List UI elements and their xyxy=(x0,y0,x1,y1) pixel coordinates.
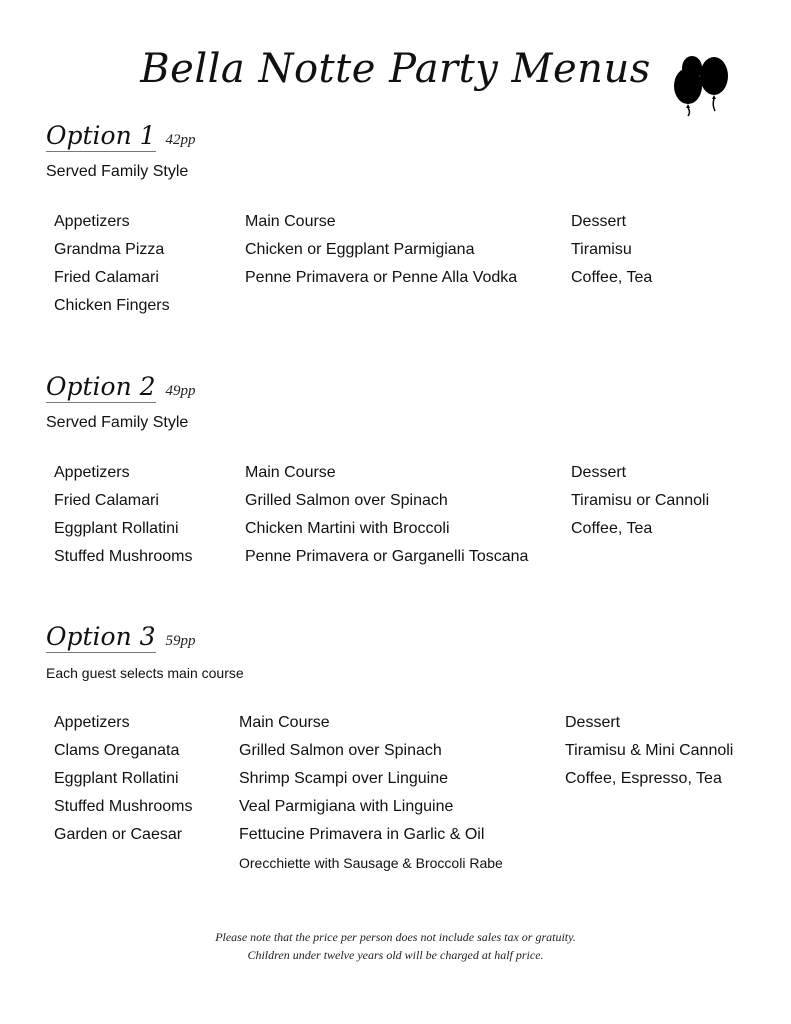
option-price: 59pp xyxy=(165,633,196,649)
option-title: Option 3 xyxy=(46,622,156,651)
menu-item: Grandma Pizza xyxy=(54,241,165,258)
menu-item: Tiramisu xyxy=(571,241,632,258)
column-heading: Dessert xyxy=(571,464,627,481)
menu-item: Shrimp Scampi over Linguine xyxy=(239,770,448,787)
menu-item: Grilled Salmon over Spinach xyxy=(245,492,448,509)
footnote-children: Children under twelve years old will be charged at half price. xyxy=(247,948,544,962)
menu-columns xyxy=(46,459,766,599)
menu-columns xyxy=(46,709,766,879)
option-1 xyxy=(46,122,766,348)
column-heading: Main Course xyxy=(239,714,330,731)
main-course-column xyxy=(239,709,503,877)
balloons-icon xyxy=(668,52,736,122)
menu-item: Fettucine Primavera in Garlic & Oil xyxy=(239,826,485,843)
option-title: Option 1 xyxy=(46,121,156,150)
option-price: 49pp xyxy=(165,383,196,399)
menu-item: Penne Primavera or Penne Alla Vodka xyxy=(245,269,518,286)
menu-item: Fried Calamari xyxy=(54,492,159,509)
option-2 xyxy=(46,373,766,599)
menu-item: Coffee, Espresso, Tea xyxy=(565,770,722,787)
appetizers-column xyxy=(54,709,192,849)
option-subtitle: Served Family Style xyxy=(46,414,189,431)
column-heading: Appetizers xyxy=(54,464,130,481)
option-3 xyxy=(46,623,766,879)
footnote-tax: Please note that the price per person does not include sales tax or gratuity. xyxy=(215,930,576,944)
menu-item: Orecchiette with Sausage & Broccoli Rabe xyxy=(239,855,503,871)
menu-item: Clams Oreganata xyxy=(54,742,180,759)
menu-columns xyxy=(46,208,766,348)
menu-item: Stuffed Mushrooms xyxy=(54,548,193,565)
menu-item: Eggplant Rollatini xyxy=(54,520,179,537)
menu-item: Fried Calamari xyxy=(54,269,159,286)
column-heading: Dessert xyxy=(565,714,621,731)
menu-item: Stuffed Mushrooms xyxy=(54,798,193,815)
menu-item: Eggplant Rollatini xyxy=(54,770,179,787)
dessert-column xyxy=(571,208,652,292)
page-title: Bella Notte Party Menus xyxy=(140,46,651,92)
menu-item: Coffee, Tea xyxy=(571,520,653,537)
option-price: 42pp xyxy=(165,132,196,148)
menu-item: Tiramisu & Mini Cannoli xyxy=(565,742,734,759)
menu-item: Chicken Martini with Broccoli xyxy=(245,520,450,537)
menu-item: Tiramisu or Cannoli xyxy=(571,492,710,509)
dessert-column xyxy=(565,709,733,793)
option-title: Option 2 xyxy=(46,372,156,401)
menu-item: Penne Primavera or Garganelli Toscana xyxy=(245,548,529,565)
dessert-column xyxy=(571,459,709,543)
option-subtitle: Served Family Style xyxy=(46,163,189,180)
menu-item: Veal Parmigiana with Linguine xyxy=(239,798,454,815)
appetizers-column xyxy=(54,459,192,571)
main-course-column xyxy=(245,208,517,292)
footnote xyxy=(0,928,791,964)
column-heading: Main Course xyxy=(245,464,336,481)
menu-item: Chicken Fingers xyxy=(54,297,170,314)
menu-item: Chicken or Eggplant Parmigiana xyxy=(245,241,475,258)
appetizers-column xyxy=(54,208,170,320)
menu-item: Garden or Caesar xyxy=(54,826,183,843)
column-heading: Main Course xyxy=(245,213,336,230)
option-subtitle: Each guest selects main course xyxy=(46,665,244,681)
column-heading: Appetizers xyxy=(54,213,130,230)
menu-item: Grilled Salmon over Spinach xyxy=(239,742,442,759)
menu-item: Coffee, Tea xyxy=(571,269,653,286)
main-course-column xyxy=(245,459,528,571)
column-heading: Appetizers xyxy=(54,714,130,731)
column-heading: Dessert xyxy=(571,213,627,230)
